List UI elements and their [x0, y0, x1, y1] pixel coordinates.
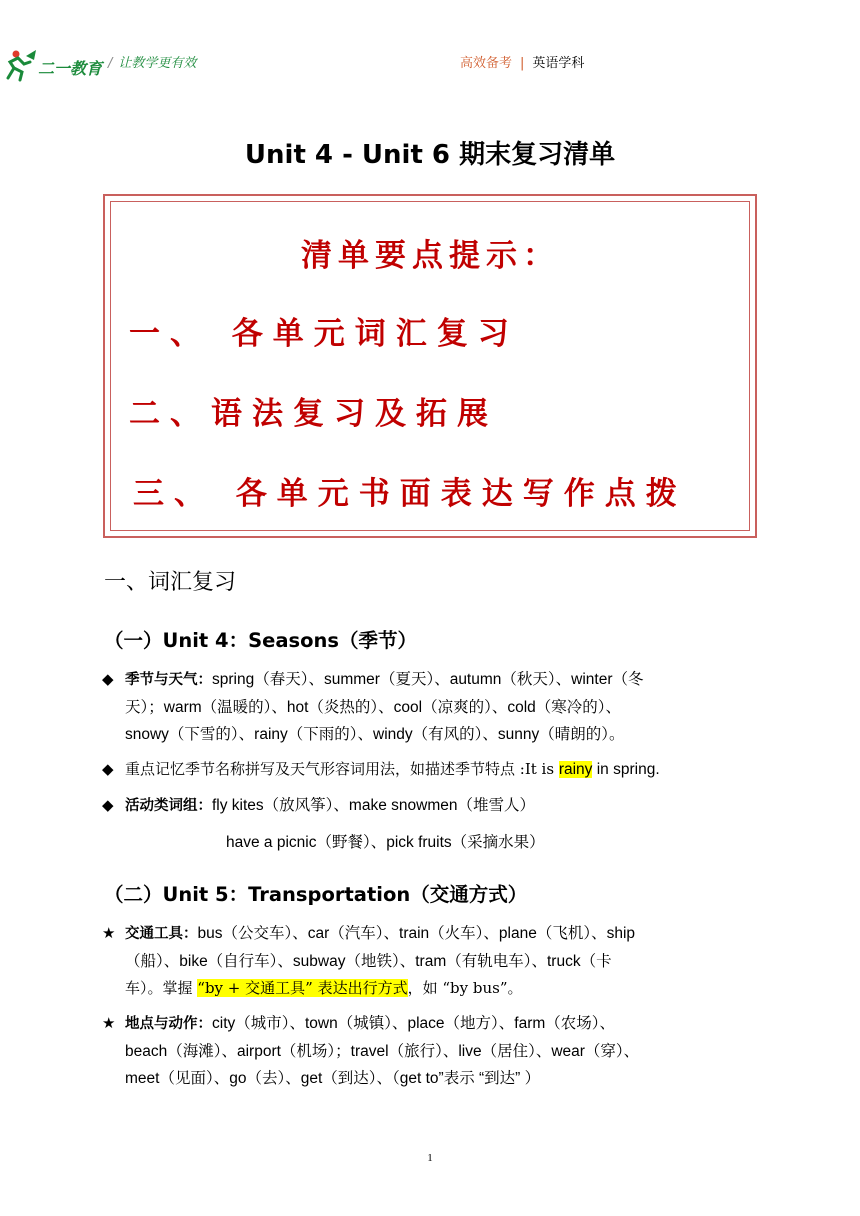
- header-tag-exam: 高效备考: [460, 56, 513, 71]
- star-bullet-icon: ★: [102, 924, 116, 942]
- unit4-heading: （一）Unit 4：Seasons（季节）: [104, 629, 417, 652]
- page-number: 1: [427, 1152, 433, 1164]
- highlight-by-transport: “by + 交通工具” 表达出行方式: [197, 979, 408, 997]
- diamond-bullet-icon: ◆: [102, 760, 114, 778]
- logo-runner-icon: [2, 48, 112, 82]
- star-bullet-icon: ★: [102, 1014, 116, 1032]
- header-separator: |: [520, 56, 525, 71]
- page-header: [0, 40, 860, 84]
- unit4-activities-line2: have a picnic（野餐）、pick fruits（采摘水果）: [226, 834, 545, 851]
- unit5-heading: （二）Unit 5：Transportation（交通方式）: [104, 883, 528, 906]
- header-subject: [460, 52, 584, 71]
- diamond-bullet-icon: ◆: [102, 670, 114, 688]
- unit4-bullet-activities: ◆ 活动类词组：fly kites（放风筝）、make snowmen（堆雪人）: [104, 792, 744, 820]
- key-points-box: [103, 194, 757, 538]
- unit4-bullet-seasons: ◆ 季节与天气：spring（春天）、summer（夏天）、autumn（秋天）、winter（冬 天）；warm（温暖的）、hot（炎热的）、cool（凉爽的）、cold（寒冷的）、 snowy（下雪的）、rainy（下雨的）、windy（有风的）、sunny（晴朗的）。: [104, 666, 744, 748]
- page-title: Unit 4 - Unit 6 期末复习清单: [244, 140, 616, 170]
- box-item-3: 三、 各单元书面表达写作点拨: [133, 476, 687, 512]
- box-item-1: 一、 各单元词汇复习: [129, 316, 519, 352]
- header-tag-subject: 英语学科: [532, 56, 585, 71]
- box-item-2: 二、语法复习及拓展: [129, 396, 498, 432]
- section-heading-vocab: 一、词汇复习: [104, 570, 237, 595]
- unit5-bullet-vehicles: ★ 交通工具：bus（公交车）、car（汽车）、train（火车）、plane（飞机）、ship （船）、bike（自行车）、subway（地铁）、tram（有轨电车）、truck（卡 车）。掌握 “by + 交通工具” 表达出行方式，如 “by bus”。: [104, 920, 744, 1002]
- unit4-bullet-tip: ◆ 重点记忆季节名称拼写及天气形容词用法，如描述季节特点 :It is rainy in spring.: [104, 756, 744, 783]
- box-heading: 清单要点提示：: [301, 238, 560, 274]
- logo-text: 二一教育: [38, 59, 103, 78]
- diamond-bullet-icon: ◆: [102, 796, 114, 814]
- unit5-bullet-places: ★ 地点与动作：city（城市）、town（城镇）、place（地方）、farm（农场）、 beach（海滩）、airport（机场）；travel（旅行）、live（居住）、wear（穿）、 meet（见面）、go（去）、get（到达）、（get to”表示 “到达” ）: [104, 1010, 744, 1092]
- slogan: / 让教学更有效: [108, 56, 197, 71]
- highlight-rainy: rainy: [558, 761, 593, 778]
